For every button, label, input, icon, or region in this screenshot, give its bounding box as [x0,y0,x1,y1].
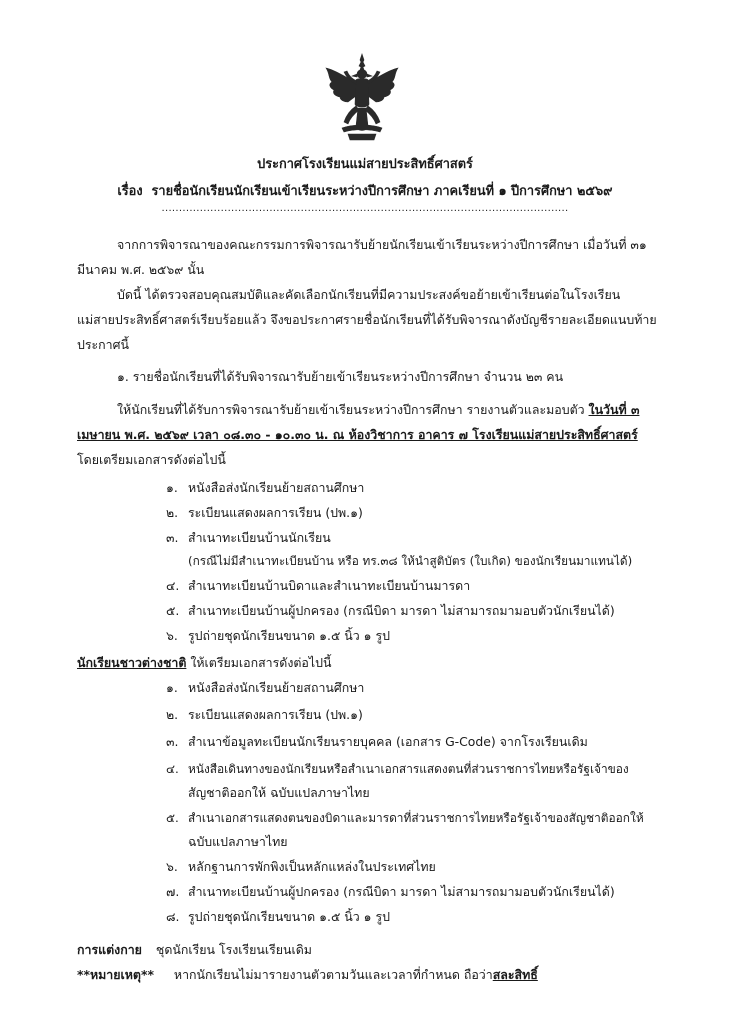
thai-list-item-continuation: (กรณีไม่มีสำเนาทะเบียนบ้าน หรือ ทร.๓๘ ให้นำสูติบัตร (ใบเกิด) ของนักเรียนมาแทนได้) [188,554,633,568]
foreign-list-item: ๖. หลักฐานการพักพิงเป็นหลักแหล่งในประเทศไทย [166,859,436,874]
thai-list-item: ๑. หนังสือส่งนักเรียนย้ายสถานศึกษา [166,480,365,495]
foreign-list-item: ๘. รูปถ่ายชุดนักเรียนขนาด ๑.๕ นิ้ว ๑ รูป [166,909,390,924]
foreign-list-item: ๑. หนังสือส่งนักเรียนย้ายสถานศึกษา [166,680,365,695]
thai-list-item: ๒. ระเบียนแสดงผลการเรียน (ปพ.๑) [166,505,363,520]
foreign-list-item-continuation: สัญชาติออกให้ ฉบับแปลภาษาไทย [188,785,370,800]
garuda-emblem-icon [322,52,402,144]
thai-list-item: ๕. สำเนาทะเบียนบ้านผู้ปกครอง (กรณีบิดา มารดา ไม่สามารถมามอบตัวนักเรียนได้) [166,603,615,618]
foreign-list-item: ๓. สำเนาข้อมูลทะเบียนนักเรียนรายบุคคล (เอกสาร G-Code) จากโรงเรียนเดิม [166,734,588,749]
foreign-students-heading-rest: ให้เตรียมเอกสารดังต่อไปนี้ [186,655,332,670]
report-instruction-line-1 [117,402,639,418]
thai-list-item: ๖. รูปถ่ายชุดนักเรียนขนาด ๑.๕ นิ้ว ๑ รูป [166,628,390,643]
note-text: หากนักเรียนไม่มารายงานตัวตามวันและเวลาที่กำหนด ถือว่า [173,967,493,982]
report-date-start: ในวันที่ ๓ [588,402,640,417]
header-separator: ..................................................................................................................... [161,203,569,214]
dress-code-line [77,942,312,958]
subject-label: เรื่อง [117,184,143,199]
thai-list-item: ๔. สำเนาทะเบียนบ้านบิดาและสำเนาทะเบียนบ้านมารดา [166,578,471,593]
paragraph-1-line-2: มีนาคม พ.ศ. ๒๕๖๙ นั้น [77,262,205,277]
note-label: **หมายเหตุ** [77,967,154,982]
dress-code-text: ชุดนักเรียน โรงเรียนเรียนเดิม [155,942,312,957]
forfeit-text: สละสิทธิ์ [492,967,538,982]
foreign-list-item: ๒. ระเบียนแสดงผลการเรียน (ปพ.๑) [166,707,363,722]
paragraph-2-line-3: ประกาศนี้ [77,337,129,352]
thai-list-item: ๓. สำเนาทะเบียนบ้านนักเรียน [166,530,331,545]
foreign-list-item: ๗. สำเนาทะเบียนบ้านผู้ปกครอง (กรณีบิดา มารดา ไม่สามารถมามอบตัวนักเรียนได้) [166,884,615,899]
paragraph-1-line-1: จากการพิจารณาของคณะกรรมการพิจารณารับย้ายนักเรียนเข้าเรียนระหว่างปีการศึกษา เมื่อวันที่ ๓๑ [117,237,647,252]
paragraph-2-line-2: แม่สายประสิทธิ์ศาสตร์เรียบร้อยแล้ว จึงขอประกาศรายชื่อนักเรียนที่ได้รับพิจารณาดังบัญชีรายละเอียดแนบท้าย [77,312,657,327]
documents-intro: โดยเตรียมเอกสารดังต่อไปนี้ [77,452,226,467]
foreign-list-item-continuation: ฉบับแปลภาษาไทย [188,834,288,849]
foreign-list-item: ๕. สำเนาเอกสารแสดงตนของบิดาและมารดาที่ส่วนราชการไทยหรือรัฐเจ้าของสัญชาติออกให้ [166,811,644,825]
dress-code-label: การแต่งกาย [77,942,142,957]
announcement-title: ประกาศโรงเรียนแม่สายประสิทธิ์ศาสตร์ [257,157,473,172]
subject-text: รายชื่อนักเรียนนักเรียนเข้าเรียนระหว่างปีการศึกษา ภาคเรียนที่ ๑ ปีการศึกษา ๒๕๖๙ [151,184,613,199]
report-instruction-text: ให้นักเรียนที่ได้รับการพิจารณารับย้ายเข้าเรียนระหว่างปีการศึกษา รายงานตัวและมอบตัว [117,402,589,417]
student-count-line: ๑. รายชื่อนักเรียนที่ได้รับพิจารณารับย้ายเข้าเรียนระหว่างปีการศึกษา จำนวน ๒๓ คน [117,369,564,384]
announcement-subject [0,180,730,201]
foreign-students-label: นักเรียนชาวต่างชาติ [77,655,187,670]
report-date-time-place: เมษายน พ.ศ. ๒๕๖๙ เวลา ๐๘.๓๐ - ๑๐.๓๐ น. ณ ห้องวิชาการ อาคาร ๗ โรงเรียนแม่สายประสิทธิ์ศาสตร์ [77,427,638,442]
note-line [77,967,538,983]
foreign-list-item: ๔. หนังสือเดินทางของนักเรียนหรือสำเนาเอกสารแสดงตนที่ส่วนราชการไทยหรือรัฐเจ้าของ [166,762,629,776]
foreign-students-heading [77,655,331,671]
paragraph-2-line-1: บัดนี้ ได้ตรวจสอบคุณสมบัติและคัดเลือกนักเรียนที่มีความประสงค์ขอย้ายเข้าเรียนต่อในโรงเรียน [117,287,621,302]
